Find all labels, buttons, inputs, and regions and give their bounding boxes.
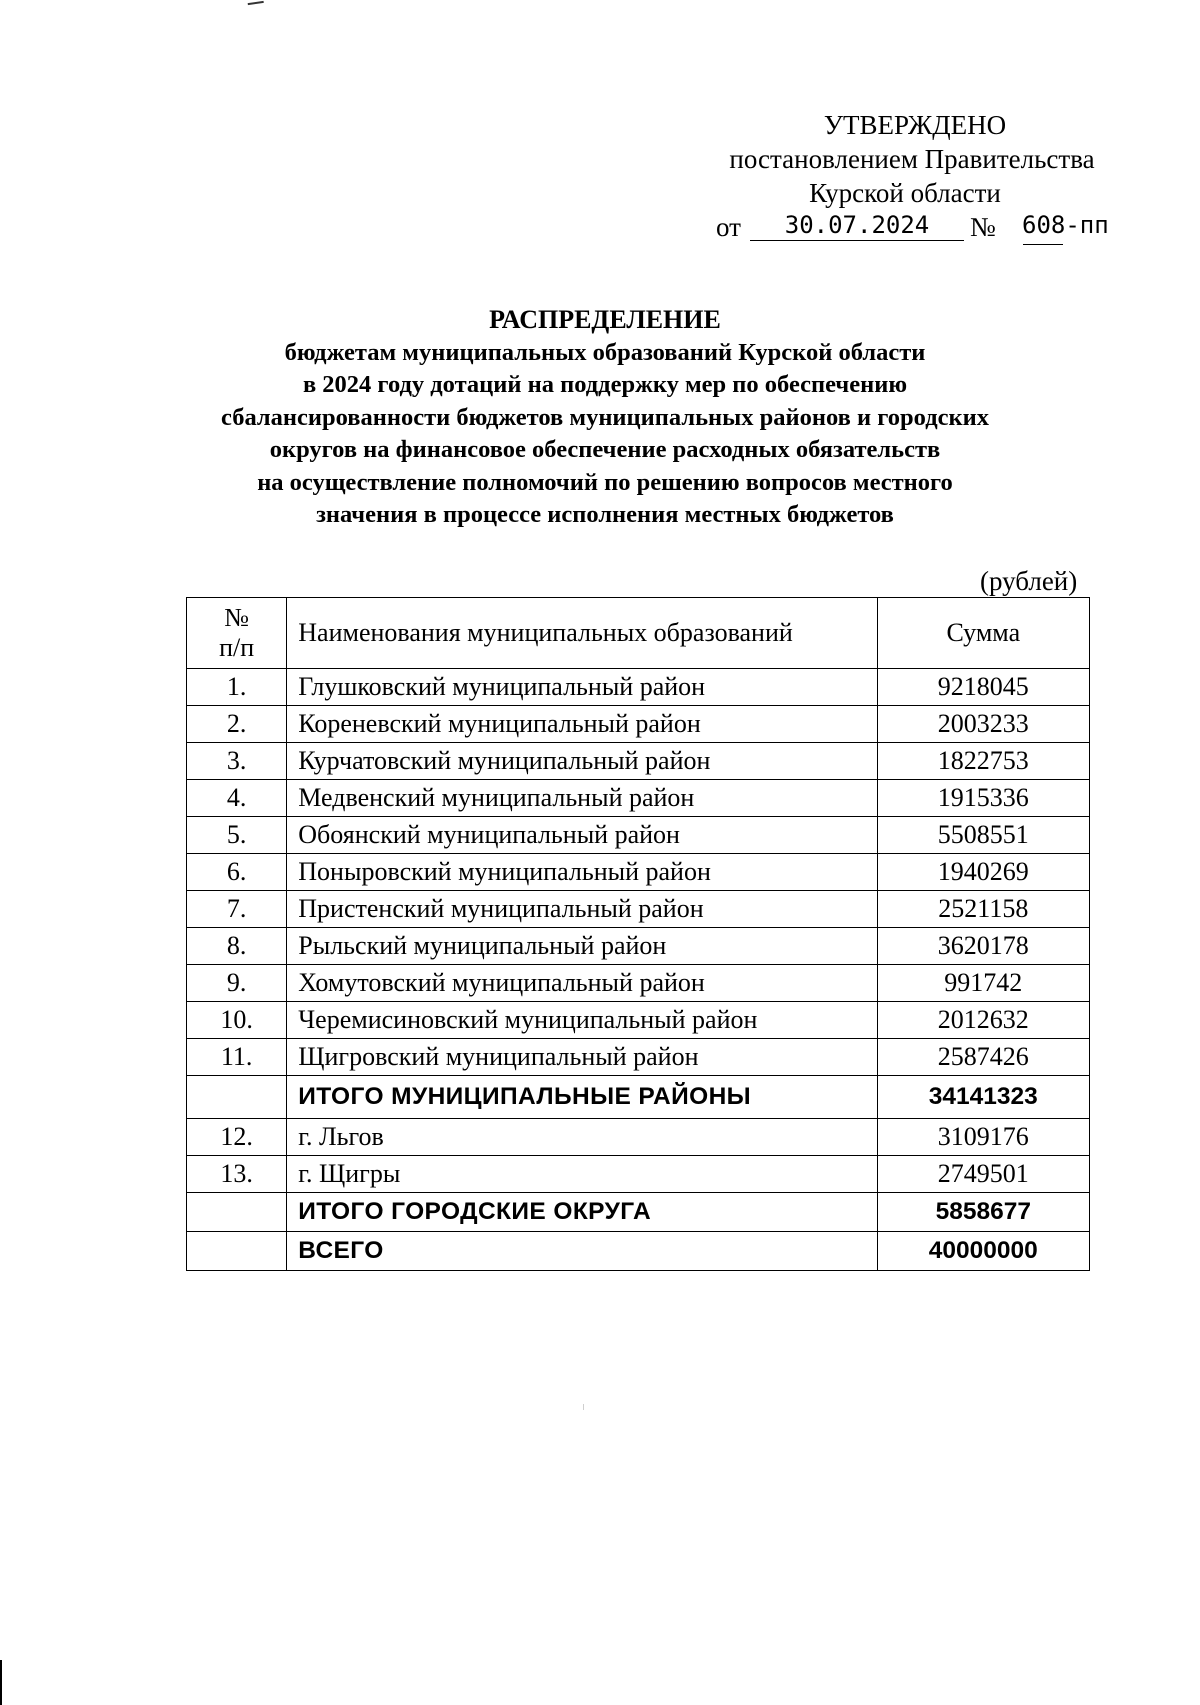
approval-line-2: постановлением Правительства xyxy=(729,144,1095,174)
row-name: Черемисиновский муниципальный район xyxy=(287,1002,877,1039)
row-name: Медвенский муниципальный район xyxy=(287,780,877,817)
row-name: Пристенский муниципальный район xyxy=(287,891,877,928)
row-name: Курчатовский муниципальный район xyxy=(287,743,877,780)
grand-total-sum: 40000000 xyxy=(877,1232,1089,1271)
row-number: 13. xyxy=(187,1156,287,1193)
table-row xyxy=(187,1119,1090,1156)
approval-date-line xyxy=(690,210,1110,244)
title-line-3: сбалансированности бюджетов муниципальных районов и городских xyxy=(221,403,989,431)
row-number: 4. xyxy=(187,780,287,817)
distribution-table xyxy=(186,597,1090,1271)
row-sum: 1822753 xyxy=(877,743,1089,780)
subtotal-districts-label: ИТОГО МУНИЦИПАЛЬНЫЕ РАЙОНЫ xyxy=(287,1076,877,1119)
row-number: 5. xyxy=(187,817,287,854)
row-number: 1. xyxy=(187,669,287,706)
row-number: 6. xyxy=(187,854,287,891)
row-name: Глушковский муниципальный район xyxy=(287,669,877,706)
row-sum: 2521158 xyxy=(877,891,1089,928)
subtotal-cities-sum: 5858677 xyxy=(877,1193,1089,1232)
number-label: № xyxy=(970,212,996,242)
number-underline xyxy=(1023,244,1063,245)
table-row xyxy=(187,965,1090,1002)
table-row xyxy=(187,669,1090,706)
table-row xyxy=(187,891,1090,928)
row-sum: 2587426 xyxy=(877,1039,1089,1076)
row-name: Рыльский муниципальный район xyxy=(287,928,877,965)
row-number: 11. xyxy=(187,1039,287,1076)
title-line-4: округов на финансовое обеспечение расходных обязательств xyxy=(269,436,941,463)
subtotal-cities-row xyxy=(187,1193,1090,1232)
title-line-6: значения в процессе исполнения местных бюджетов xyxy=(316,501,894,528)
title-heading: РАСПРЕДЕЛЕНИЕ xyxy=(489,305,721,334)
row-number: 2. xyxy=(187,706,287,743)
table-row xyxy=(187,780,1090,817)
table-row xyxy=(187,817,1090,854)
table-row xyxy=(187,854,1090,891)
row-name: Кореневский муниципальный район xyxy=(287,706,877,743)
approval-line-3: Курской области xyxy=(809,178,1001,208)
header-name: Наименования муниципальных образований xyxy=(287,598,877,669)
table-row xyxy=(187,706,1090,743)
document-title xyxy=(150,304,1060,532)
approval-date: 30.07.2024 xyxy=(750,210,964,241)
row-sum: 991742 xyxy=(877,965,1089,1002)
unit-label: (рублей) xyxy=(980,566,1078,596)
header-number-abbr: п/п xyxy=(219,633,255,662)
table-row xyxy=(187,928,1090,965)
title-line-1: бюджетам муниципальных образований Курской области xyxy=(284,338,926,366)
table-header-row xyxy=(187,598,1090,669)
row-sum: 2012632 xyxy=(877,1002,1089,1039)
row-sum: 3109176 xyxy=(877,1119,1089,1156)
row-name: г. Льгов xyxy=(287,1119,877,1156)
grand-total-row xyxy=(187,1232,1090,1271)
row-number: 7. xyxy=(187,891,287,928)
scan-artifact xyxy=(248,1,265,9)
approval-heading: УТВЕРЖДЕНО xyxy=(823,110,1007,140)
subtotal-districts-sum: 34141323 xyxy=(877,1076,1089,1119)
subtotal-cities-label: ИТОГО ГОРОДСКИЕ ОКРУГА xyxy=(287,1193,877,1232)
row-sum: 3620178 xyxy=(877,928,1089,965)
row-sum: 1940269 xyxy=(877,854,1089,891)
scan-edge-line xyxy=(0,1660,2,1705)
row-sum: 2749501 xyxy=(877,1156,1089,1193)
grand-total-number xyxy=(187,1232,287,1271)
row-sum: 2003233 xyxy=(877,706,1089,743)
table-row xyxy=(187,743,1090,780)
approval-stamp xyxy=(690,108,1110,244)
header-number-symbol: № xyxy=(224,603,250,632)
approval-number: 608-пп xyxy=(1022,211,1109,239)
row-sum: 9218045 xyxy=(877,669,1089,706)
row-name: Обоянский муниципальный район xyxy=(287,817,877,854)
row-number: 12. xyxy=(187,1119,287,1156)
row-name: Щигровский муниципальный район xyxy=(287,1039,877,1076)
subtotal-districts-row xyxy=(187,1076,1090,1119)
title-line-2: в 2024 году дотаций на поддержку мер по обеспечению xyxy=(302,371,908,398)
row-name: Поныровский муниципальный район xyxy=(287,854,877,891)
title-line-5: на осуществление полномочий по решению вопросов местного xyxy=(257,468,953,496)
table-row xyxy=(187,1156,1090,1193)
scan-speck xyxy=(583,1404,584,1410)
table-row xyxy=(187,1002,1090,1039)
row-sum: 5508551 xyxy=(877,817,1089,854)
row-number: 9. xyxy=(187,965,287,1002)
subtotal-cities-number xyxy=(187,1193,287,1232)
row-number: 10. xyxy=(187,1002,287,1039)
table-body xyxy=(187,669,1090,1271)
row-sum: 1915336 xyxy=(877,780,1089,817)
from-label: от xyxy=(716,212,741,242)
header-number xyxy=(187,598,287,669)
table-row xyxy=(187,1039,1090,1076)
row-number: 3. xyxy=(187,743,287,780)
header-sum: Сумма xyxy=(877,598,1089,669)
subtotal-districts-number xyxy=(187,1076,287,1119)
row-name: г. Щигры xyxy=(287,1156,877,1193)
grand-total-label: ВСЕГО xyxy=(287,1232,877,1271)
row-name: Хомутовский муниципальный район xyxy=(287,965,877,1002)
row-number: 8. xyxy=(187,928,287,965)
